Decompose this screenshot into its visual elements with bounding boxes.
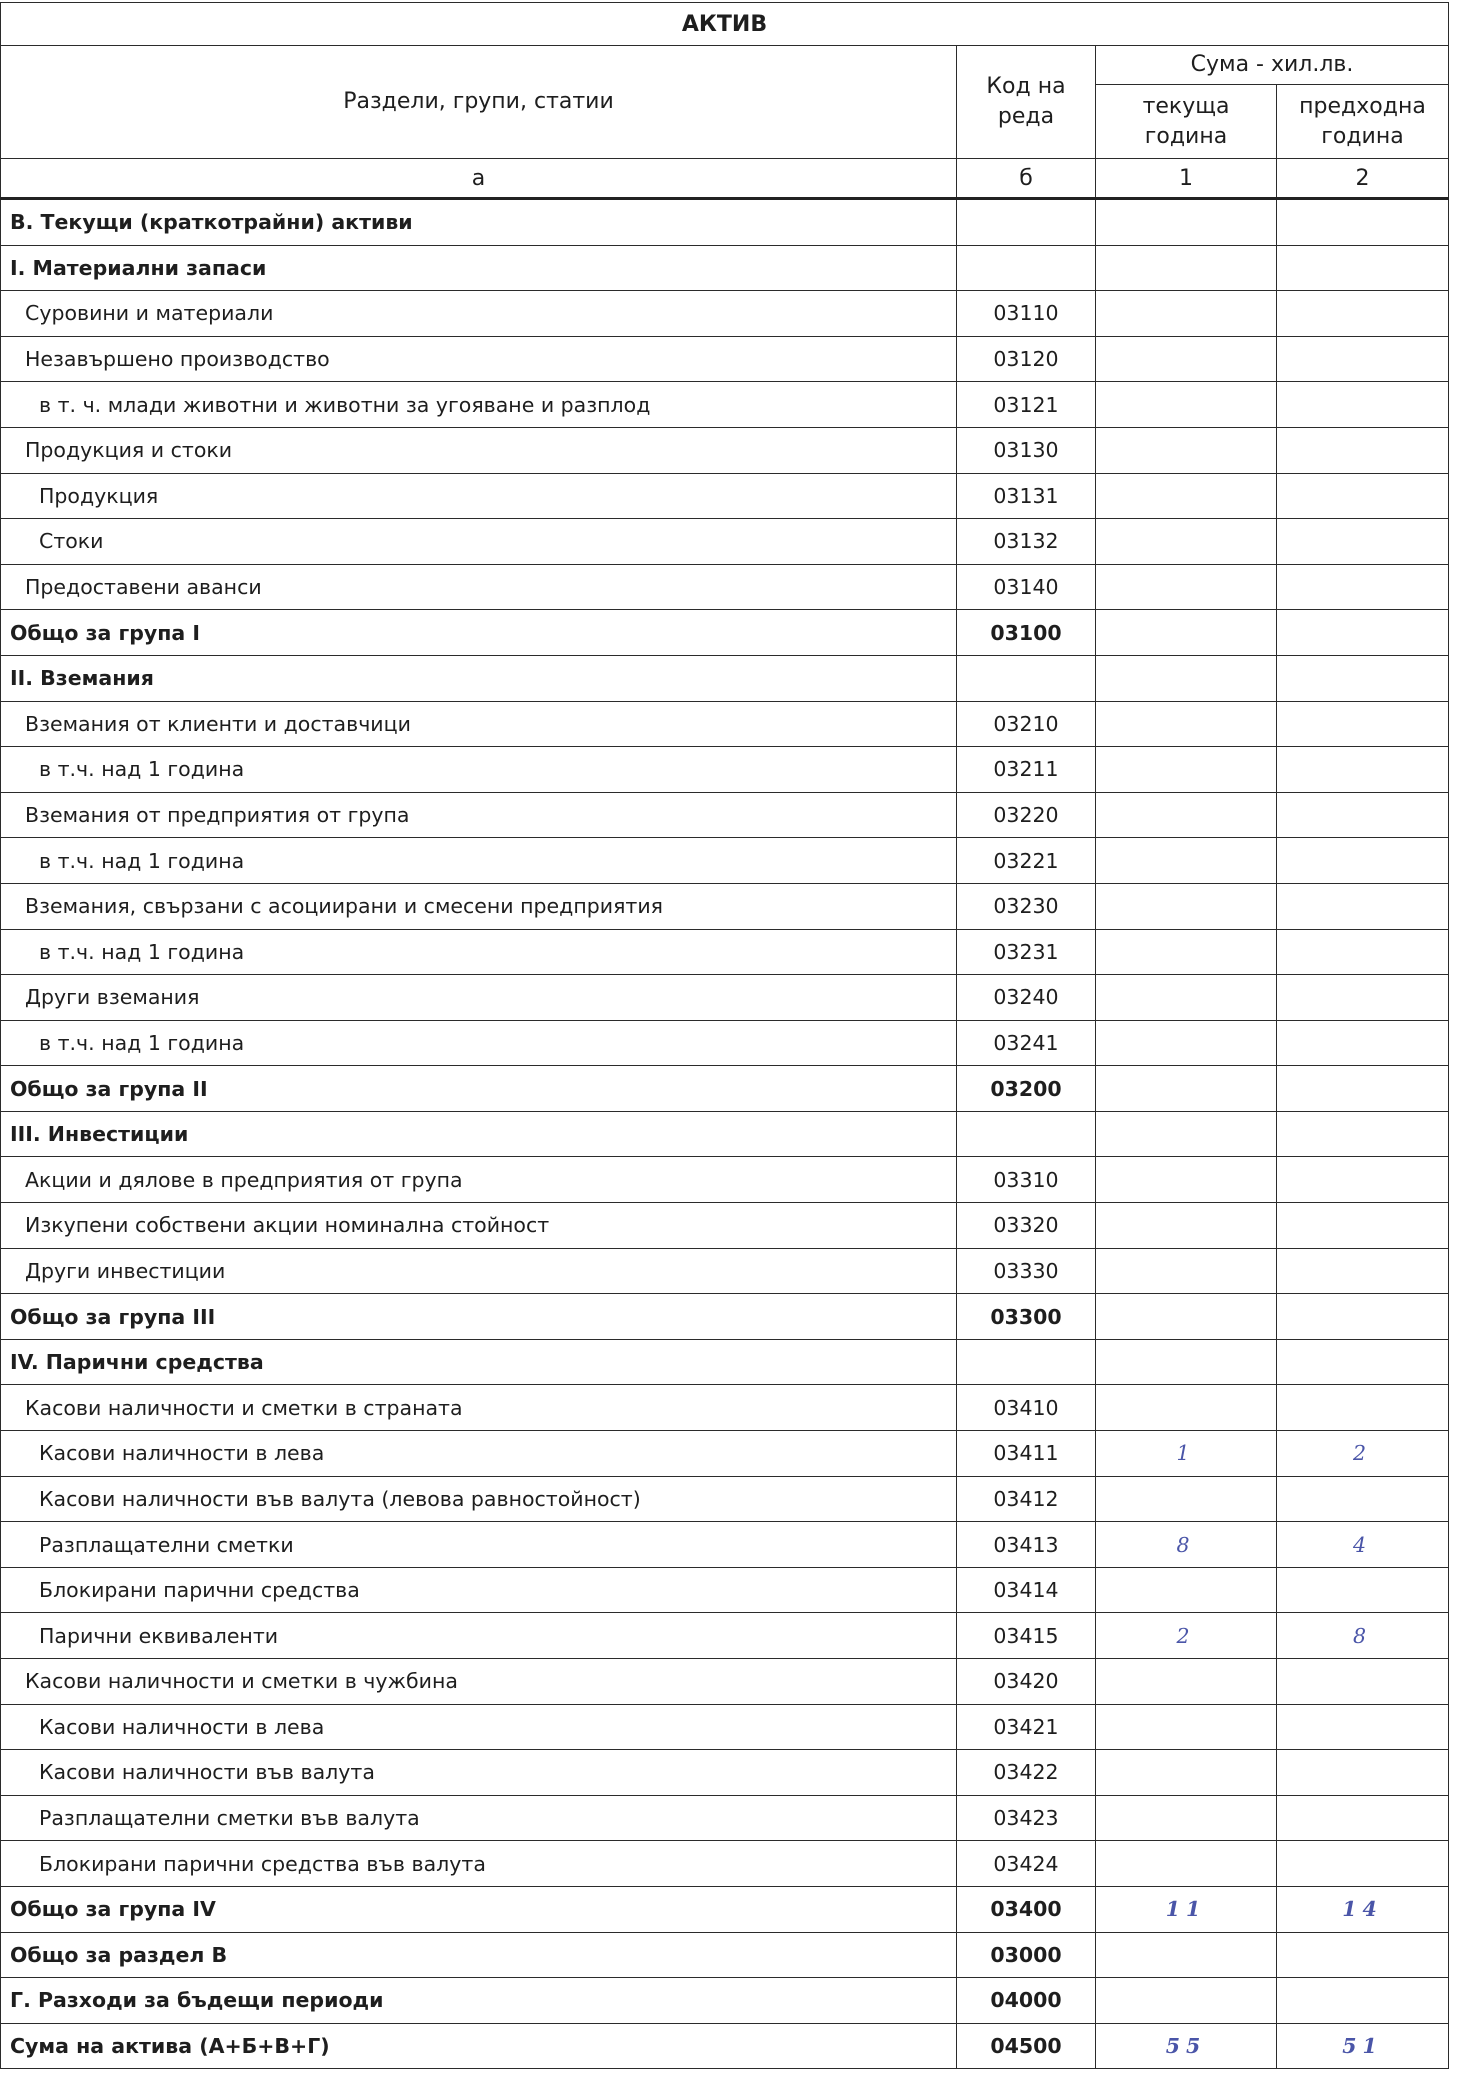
current-year-value[interactable] — [1096, 929, 1277, 975]
row-code: 03400 — [957, 1886, 1096, 1932]
row-label: IV. Парични средства — [1, 1339, 957, 1385]
row-code: 03131 — [957, 473, 1096, 519]
row-label: Блокирани парични средства — [1, 1567, 957, 1613]
row-code: 03221 — [957, 838, 1096, 884]
row-label: Парични еквиваленти — [1, 1613, 957, 1659]
row-label: Касови наличности и сметки в чужбина — [1, 1659, 957, 1705]
table-row — [1, 1294, 1449, 1340]
current-year-value[interactable] — [1096, 1932, 1277, 1978]
row-code: 03132 — [957, 519, 1096, 565]
row-code: 03210 — [957, 701, 1096, 747]
previous-year-value[interactable] — [1277, 701, 1449, 747]
previous-year-value[interactable] — [1277, 1385, 1449, 1431]
row-code: 03415 — [957, 1613, 1096, 1659]
current-year-value[interactable] — [1096, 291, 1277, 337]
table-row — [1, 1750, 1449, 1796]
row-label: Стоки — [1, 519, 957, 565]
column-index-row — [1, 159, 1449, 199]
title-row — [1, 3, 1449, 46]
row-code: 03140 — [957, 564, 1096, 610]
previous-year-value[interactable]: 8 — [1277, 1613, 1449, 1659]
row-code: 03410 — [957, 1385, 1096, 1431]
assets-table — [0, 2, 1449, 2069]
current-year-value[interactable]: 1 — [1096, 1431, 1277, 1477]
current-year-value[interactable] — [1096, 564, 1277, 610]
row-label: Други вземания — [1, 975, 957, 1021]
row-code: 03240 — [957, 975, 1096, 1021]
row-label: Касови наличности в лева — [1, 1704, 957, 1750]
current-year-value[interactable] — [1096, 701, 1277, 747]
row-code: 03241 — [957, 1020, 1096, 1066]
previous-year-value[interactable]: 2 — [1277, 1431, 1449, 1477]
row-label: Общо за група II — [1, 1066, 957, 1112]
table-row — [1, 1020, 1449, 1066]
row-label: Продукция — [1, 473, 957, 519]
previous-year-value[interactable] — [1277, 1841, 1449, 1887]
current-year-value[interactable] — [1096, 1476, 1277, 1522]
row-code — [957, 1339, 1096, 1385]
previous-year-value[interactable] — [1277, 1248, 1449, 1294]
row-code: 03230 — [957, 883, 1096, 929]
row-code: 03130 — [957, 427, 1096, 473]
current-year-value[interactable] — [1096, 1339, 1277, 1385]
table-row — [1, 2023, 1449, 2069]
row-label: Касови наличности и сметки в страната — [1, 1385, 957, 1431]
row-label: Общо за група III — [1, 1294, 957, 1340]
row-code: 03110 — [957, 291, 1096, 337]
table-row — [1, 610, 1449, 656]
current-year-value[interactable] — [1096, 1659, 1277, 1705]
current-year-value[interactable] — [1096, 1294, 1277, 1340]
code-header — [957, 46, 1096, 159]
table-row — [1, 1795, 1449, 1841]
table-row — [1, 1932, 1449, 1978]
current-year-value[interactable] — [1096, 1020, 1277, 1066]
current-year-value[interactable] — [1096, 1111, 1277, 1157]
current-year-value[interactable] — [1096, 473, 1277, 519]
table-row — [1, 1157, 1449, 1203]
row-label: Общо за група I — [1, 610, 957, 656]
row-code: 03211 — [957, 747, 1096, 793]
row-code: 03320 — [957, 1203, 1096, 1249]
current-year-value[interactable] — [1096, 1203, 1277, 1249]
table-title: АКТИВ — [1, 3, 1449, 46]
previous-year-value[interactable] — [1277, 1476, 1449, 1522]
table-row — [1, 1111, 1449, 1157]
table-row — [1, 747, 1449, 793]
row-label: в т.ч. над 1 година — [1, 747, 957, 793]
table-row — [1, 1659, 1449, 1705]
table-row — [1, 1704, 1449, 1750]
current-year-header — [1096, 85, 1277, 159]
previous-year-value[interactable] — [1277, 1932, 1449, 1978]
table-row — [1, 336, 1449, 382]
previous-year-value[interactable] — [1277, 1203, 1449, 1249]
row-code: 03422 — [957, 1750, 1096, 1796]
row-code: 03421 — [957, 1704, 1096, 1750]
current-year-value[interactable] — [1096, 1841, 1277, 1887]
row-label: Общо за група IV — [1, 1886, 957, 1932]
row-label: в т.ч. над 1 година — [1, 838, 957, 884]
table-row — [1, 1886, 1449, 1932]
previous-year-value[interactable] — [1277, 382, 1449, 428]
previous-year-value[interactable] — [1277, 1795, 1449, 1841]
current-year-value[interactable] — [1096, 1704, 1277, 1750]
row-label: в т.ч. над 1 година — [1, 929, 957, 975]
row-label: Г. Разходи за бъдещи периоди — [1, 1978, 957, 2024]
table-row — [1, 975, 1449, 1021]
table-row — [1, 1339, 1449, 1385]
row-code: 03100 — [957, 610, 1096, 656]
previous-year-value[interactable] — [1277, 1659, 1449, 1705]
previous-year-label: предходна година — [1299, 93, 1426, 149]
column-index-2: 2 — [1277, 159, 1449, 199]
row-label: Блокирани парични средства във валута — [1, 1841, 957, 1887]
row-label: Акции и дялове в предприятия от група — [1, 1157, 957, 1203]
code-header-label: Код на реда — [986, 74, 1066, 129]
row-label: В. Текущи (краткотрайни) активи — [1, 199, 957, 246]
previous-year-value[interactable] — [1277, 199, 1449, 246]
current-year-value[interactable] — [1096, 1157, 1277, 1203]
table-row — [1, 291, 1449, 337]
current-year-value[interactable] — [1096, 883, 1277, 929]
table-row — [1, 245, 1449, 291]
row-label: Касови наличности във валута (левова равностойност) — [1, 1476, 957, 1522]
row-label: I. Материални запаси — [1, 245, 957, 291]
previous-year-value[interactable] — [1277, 747, 1449, 793]
table-row — [1, 1385, 1449, 1431]
previous-year-value[interactable] — [1277, 336, 1449, 382]
current-year-value[interactable] — [1096, 747, 1277, 793]
current-year-value[interactable]: 11 — [1096, 1886, 1277, 1932]
previous-year-value[interactable] — [1277, 473, 1449, 519]
table-row — [1, 1203, 1449, 1249]
row-code: 03220 — [957, 792, 1096, 838]
row-code: 03120 — [957, 336, 1096, 382]
row-code: 03231 — [957, 929, 1096, 975]
row-label: Изкупени собствени акции номинална стойност — [1, 1203, 957, 1249]
row-code: 03300 — [957, 1294, 1096, 1340]
row-label: Касови наличности в лева — [1, 1431, 957, 1477]
row-label: III. Инвестиции — [1, 1111, 957, 1157]
table-row — [1, 1066, 1449, 1112]
current-year-value[interactable] — [1096, 1385, 1277, 1431]
table-row — [1, 1476, 1449, 1522]
table-row — [1, 199, 1449, 246]
current-year-value[interactable] — [1096, 519, 1277, 565]
row-label: Други инвестиции — [1, 1248, 957, 1294]
current-year-value[interactable] — [1096, 427, 1277, 473]
current-year-value[interactable] — [1096, 792, 1277, 838]
table-row — [1, 382, 1449, 428]
current-year-value[interactable] — [1096, 610, 1277, 656]
previous-year-value[interactable] — [1277, 610, 1449, 656]
row-code: 04500 — [957, 2023, 1096, 2069]
row-code: 03420 — [957, 1659, 1096, 1705]
previous-year-value[interactable] — [1277, 1020, 1449, 1066]
column-index-b: б — [957, 159, 1096, 199]
current-year-value[interactable] — [1096, 1066, 1277, 1112]
row-label: Вземания от клиенти и доставчици — [1, 701, 957, 747]
current-year-value[interactable] — [1096, 838, 1277, 884]
row-code — [957, 655, 1096, 701]
row-code: 03411 — [957, 1431, 1096, 1477]
previous-year-value[interactable] — [1277, 792, 1449, 838]
header-row-1 — [1, 46, 1449, 85]
current-year-value[interactable] — [1096, 1567, 1277, 1613]
current-year-value[interactable]: 55 — [1096, 2023, 1277, 2069]
previous-year-value[interactable] — [1277, 975, 1449, 1021]
previous-year-value[interactable] — [1277, 1704, 1449, 1750]
previous-year-value[interactable] — [1277, 655, 1449, 701]
table-row — [1, 1978, 1449, 2024]
table-row — [1, 1522, 1449, 1568]
previous-year-header — [1277, 85, 1449, 159]
row-code: 03200 — [957, 1066, 1096, 1112]
previous-year-value[interactable] — [1277, 838, 1449, 884]
previous-year-value[interactable]: 4 — [1277, 1522, 1449, 1568]
row-label: Вземания, свързани с асоциирани и смесени предприятия — [1, 883, 957, 929]
row-code: 04000 — [957, 1978, 1096, 2024]
current-year-value[interactable] — [1096, 655, 1277, 701]
current-year-label: текуща година — [1142, 93, 1230, 149]
table-row — [1, 883, 1449, 929]
table-row — [1, 1841, 1449, 1887]
row-code — [957, 245, 1096, 291]
row-code: 03330 — [957, 1248, 1096, 1294]
previous-year-value[interactable] — [1277, 1111, 1449, 1157]
table-row — [1, 1613, 1449, 1659]
previous-year-value[interactable] — [1277, 291, 1449, 337]
sections-header: Раздели, групи, статии — [1, 46, 957, 159]
row-code — [957, 199, 1096, 246]
previous-year-value[interactable] — [1277, 1157, 1449, 1203]
row-label: Касови наличности във валута — [1, 1750, 957, 1796]
table-row — [1, 929, 1449, 975]
sum-header: Сума - хил.лв. — [1096, 46, 1449, 85]
row-code: 03413 — [957, 1522, 1096, 1568]
row-label: Суровини и материали — [1, 291, 957, 337]
table-row — [1, 473, 1449, 519]
current-year-value[interactable] — [1096, 199, 1277, 246]
current-year-value[interactable] — [1096, 382, 1277, 428]
row-label: в т. ч. млади животни и животни за угояване и разплод — [1, 382, 957, 428]
row-label: Предоставени аванси — [1, 564, 957, 610]
row-label: Разплащателни сметки — [1, 1522, 957, 1568]
current-year-value[interactable] — [1096, 245, 1277, 291]
row-code: 03310 — [957, 1157, 1096, 1203]
previous-year-value[interactable] — [1277, 1294, 1449, 1340]
previous-year-value[interactable] — [1277, 1066, 1449, 1112]
row-code: 03424 — [957, 1841, 1096, 1887]
table-row — [1, 838, 1449, 884]
row-label: Продукция и стоки — [1, 427, 957, 473]
row-code: 03414 — [957, 1567, 1096, 1613]
table-row — [1, 1248, 1449, 1294]
table-row — [1, 1431, 1449, 1477]
table-row — [1, 655, 1449, 701]
previous-year-value[interactable] — [1277, 1567, 1449, 1613]
row-label: II. Вземания — [1, 655, 957, 701]
table-row — [1, 792, 1449, 838]
row-label: в т.ч. над 1 година — [1, 1020, 957, 1066]
previous-year-value[interactable] — [1277, 564, 1449, 610]
table-row — [1, 564, 1449, 610]
current-year-value[interactable] — [1096, 975, 1277, 1021]
previous-year-value[interactable] — [1277, 1978, 1449, 2024]
row-label: Вземания от предприятия от група — [1, 792, 957, 838]
previous-year-value[interactable] — [1277, 427, 1449, 473]
row-label: Незавършено производство — [1, 336, 957, 382]
row-label: Сума на актива (А+Б+В+Г) — [1, 2023, 957, 2069]
current-year-value[interactable] — [1096, 1248, 1277, 1294]
previous-year-value[interactable]: 14 — [1277, 1886, 1449, 1932]
row-code: 03000 — [957, 1932, 1096, 1978]
previous-year-value[interactable]: 51 — [1277, 2023, 1449, 2069]
previous-year-value[interactable] — [1277, 519, 1449, 565]
table-row — [1, 1567, 1449, 1613]
table-row — [1, 701, 1449, 747]
previous-year-value[interactable] — [1277, 245, 1449, 291]
previous-year-value[interactable] — [1277, 1339, 1449, 1385]
row-code: 03121 — [957, 382, 1096, 428]
current-year-value[interactable] — [1096, 1978, 1277, 2024]
row-code: 03423 — [957, 1795, 1096, 1841]
row-code: 03412 — [957, 1476, 1096, 1522]
previous-year-value[interactable] — [1277, 1750, 1449, 1796]
current-year-value[interactable]: 8 — [1096, 1522, 1277, 1568]
table-row — [1, 427, 1449, 473]
previous-year-value[interactable] — [1277, 883, 1449, 929]
row-code — [957, 1111, 1096, 1157]
row-label: Разплащателни сметки във валута — [1, 1795, 957, 1841]
current-year-value[interactable] — [1096, 1795, 1277, 1841]
current-year-value[interactable] — [1096, 1750, 1277, 1796]
row-label: Общо за раздел В — [1, 1932, 957, 1978]
current-year-value[interactable] — [1096, 336, 1277, 382]
table-row — [1, 519, 1449, 565]
current-year-value[interactable]: 2 — [1096, 1613, 1277, 1659]
column-index-1: 1 — [1096, 159, 1277, 199]
column-index-a: а — [1, 159, 957, 199]
previous-year-value[interactable] — [1277, 929, 1449, 975]
